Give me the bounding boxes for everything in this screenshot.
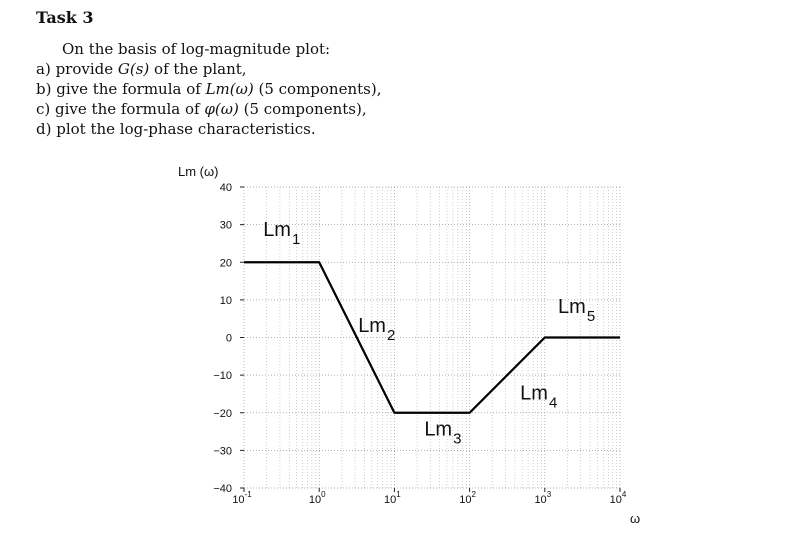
segment-label-lm4: $Lm_4$ (520, 382, 558, 412)
y-tick-label: 30 (219, 219, 232, 232)
task-title: Task 3 (36, 8, 94, 27)
item-c-prefix: c) give the formula of (36, 100, 205, 118)
segment-label-lm2: $Lm_2$ (358, 314, 396, 344)
y-tick-label: −30 (213, 445, 232, 458)
y-tick-label: −20 (213, 407, 232, 420)
item-d-prefix: d) plot the log-phase characteristics. (36, 120, 316, 138)
x-tick-label: $10^1$ (384, 490, 401, 506)
y-tick-label: −10 (213, 370, 232, 383)
lm-curve (244, 262, 620, 413)
item-c-math: φ(ω) (204, 100, 239, 118)
item-a-math: G(s) (117, 60, 150, 78)
item-b-prefix: b) give the formula of (36, 80, 206, 98)
y-tick-label: 0 (225, 332, 232, 345)
item-b-math: Lm(ω) (205, 80, 254, 98)
x-tick-label: $10^{-1}$ (232, 490, 252, 506)
segment-label-lm1: $Lm_1$ (263, 218, 301, 248)
segment-label-lm5: $Lm_5$ (558, 296, 596, 326)
x-tick-label: $10^3$ (534, 490, 552, 506)
x-axis-label: ω (630, 511, 641, 526)
task-intro: On the basis of log-magnitude plot: (62, 40, 331, 58)
item-a-prefix: a) provide (36, 60, 118, 78)
x-tick-label: $10^4$ (609, 490, 627, 506)
y-tick-label: 10 (219, 294, 232, 307)
item-a-suffix: of the plant, (149, 60, 247, 78)
y-axis-label: Lm (ω) (178, 164, 219, 179)
item-b-suffix: (5 components), (253, 80, 382, 98)
x-tick-label: $10^0$ (308, 490, 326, 506)
y-tick-label: 20 (219, 257, 232, 270)
item-c-suffix: (5 components), (238, 100, 367, 118)
y-tick-label: −40 (213, 483, 232, 495)
y-tick-label: 40 (219, 182, 232, 194)
lm-polyline (244, 262, 620, 413)
x-tick-label: $10^2$ (459, 490, 476, 506)
segment-label-lm3: $Lm_3$ (424, 418, 462, 448)
